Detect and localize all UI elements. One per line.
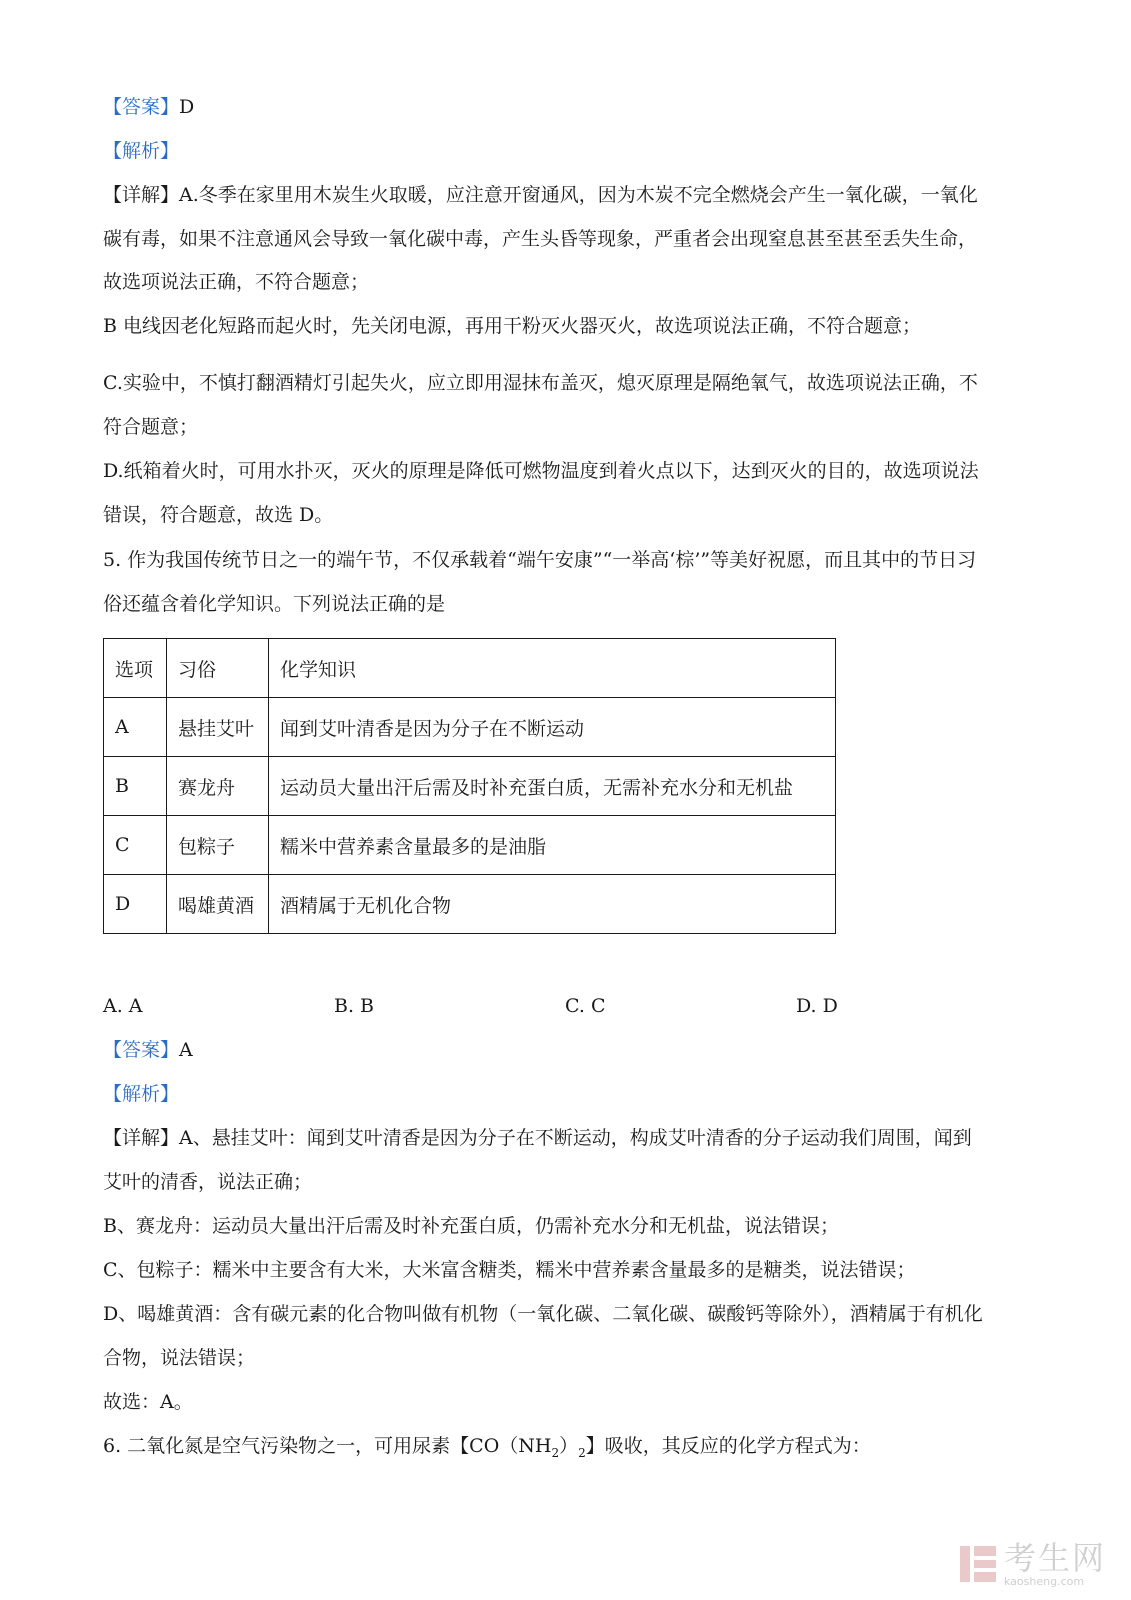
q4-detail-line-2: 故选项说法正确，不符合题意； — [103, 271, 370, 293]
header-option: 选项 — [104, 639, 167, 698]
answer-value: D — [179, 96, 195, 118]
q4-answer — [103, 95, 194, 119]
q5-analysis-tag — [103, 1082, 179, 1106]
q5-detail-line-3: C、包粽子：糯米中主要含有大米，大米富含糖类，糯米中营养素含量最多的是糖类，说法错误； — [103, 1259, 916, 1281]
q5-option-c: C. C — [565, 995, 606, 1017]
q6-stem-before: 6. 二氧化氮是空气污染物之一，可用尿素【CO（NH — [103, 1435, 552, 1457]
detail-text: A、悬挂艾叶：闻到艾叶清香是因为分子在不断运动，构成艾叶清香的分子运动我们周围，闻到 — [179, 1127, 972, 1149]
answer-tag: 【答案】 — [103, 96, 180, 118]
q4-detail-line-1: 碳有毒，如果不注意通风会导致一氧化碳中毒，产生头昏等现象，严重者会出现窒息甚至甚至丢失生命， — [103, 228, 978, 250]
cell-option: A — [104, 698, 167, 757]
cell-knowledge: 糯米中营养素含量最多的是油脂 — [269, 816, 836, 875]
watermark-text: 考生网 — [1004, 1539, 1107, 1577]
subscript: 2 — [578, 1445, 586, 1460]
q4-detail-line-6: D.纸箱着火时，可用水扑灭，灭火的原理是降低可燃物温度到着火点以下，达到灭火的目的，故选项说法 — [103, 460, 979, 482]
table-header-row — [104, 639, 836, 698]
q5-answer — [103, 1038, 193, 1062]
q5-detail-line-4: D、喝雄黄酒：含有碳元素的化合物叫做有机物（一氧化碳、二氧化碳、碳酸钙等除外），酒精属于有机化 — [103, 1303, 983, 1325]
table-row — [104, 816, 836, 875]
q5-detail-line-5: 合物，说法错误； — [103, 1347, 256, 1369]
header-custom: 习俗 — [167, 639, 269, 698]
watermark — [960, 1540, 1120, 1590]
q4-detail-line-4: C.实验中，不慎打翻酒精灯引起失火，应立即用湿抹布盖灭，熄灭原理是隔绝氧气，故选项说法正确，不 — [103, 372, 978, 394]
watermark-url: kaosheng.com — [1004, 1575, 1085, 1588]
cell-knowledge: 闻到艾叶清香是因为分子在不断运动 — [269, 698, 836, 757]
cell-custom: 赛龙舟 — [167, 757, 269, 816]
table-row — [104, 698, 836, 757]
q5-detail-line-0 — [103, 1126, 972, 1150]
subscript: 2 — [551, 1445, 560, 1460]
cell-option: C — [104, 816, 167, 875]
cell-option: D — [104, 875, 167, 934]
q5-option-b: B. B — [334, 995, 375, 1017]
q4-detail-line-0 — [103, 183, 978, 207]
cell-knowledge: 运动员大量出汗后需及时补充蛋白质，无需补充水分和无机盐 — [269, 757, 836, 816]
analysis-tag: 【解析】 — [103, 140, 180, 162]
detail-tag: 【详解】 — [103, 184, 180, 206]
q4-detail-line-7: 错误，符合题意，故选 D。 — [103, 504, 334, 526]
answer-value: A — [179, 1039, 193, 1061]
q5-stem-line-0: 5. 作为我国传统节日之一的端午节，不仅承载着“端午安康”“一举高‘棕’”等美好祝愿，而且其中的节日习 — [103, 549, 977, 571]
cell-custom: 喝雄黄酒 — [167, 875, 269, 934]
detail-tag: 【详解】 — [103, 1127, 180, 1149]
q4-detail-line-3: B 电线因老化短路而起火时，先关闭电源，再用干粉灭火器灭火，故选项说法正确，不符合题意； — [103, 315, 922, 337]
q6-stem — [103, 1434, 871, 1465]
q5-detail-line-6: 故选：A。 — [103, 1391, 193, 1413]
header-knowledge: 化学知识 — [269, 639, 836, 698]
q5-detail-line-2: B、赛龙舟：运动员大量出汗后需及时补充蛋白质，仍需补充水分和无机盐，说法错误； — [103, 1215, 839, 1237]
cell-knowledge: 酒精属于无机化合物 — [269, 875, 836, 934]
cell-custom: 包粽子 — [167, 816, 269, 875]
detail-text: A.冬季在家里用木炭生火取暖，应注意开窗通风，因为木炭不完全燃烧会产生一氧化碳，一氧化 — [179, 184, 978, 206]
kaosheng-logo-icon — [960, 1544, 996, 1584]
q5-stem-line-1: 俗还蕴含着化学知识。下列说法正确的是 — [103, 593, 446, 615]
q4-analysis-tag — [103, 139, 179, 163]
q5-table — [103, 638, 836, 934]
q5-option-a: A. A — [103, 995, 143, 1017]
analysis-tag: 【解析】 — [103, 1083, 180, 1105]
q6-stem-after: 】吸收，其反应的化学方程式为： — [585, 1435, 871, 1457]
q5-detail-line-1: 艾叶的清香，说法正确； — [103, 1171, 313, 1193]
table-row — [104, 757, 836, 816]
cell-option: B — [104, 757, 167, 816]
q4-detail-line-5: 符合题意； — [103, 416, 199, 438]
q5-option-d: D. D — [796, 995, 838, 1017]
answer-tag: 【答案】 — [103, 1039, 180, 1061]
table-row — [104, 875, 836, 934]
q6-stem-mid: ） — [559, 1435, 579, 1457]
cell-custom: 悬挂艾叶 — [167, 698, 269, 757]
